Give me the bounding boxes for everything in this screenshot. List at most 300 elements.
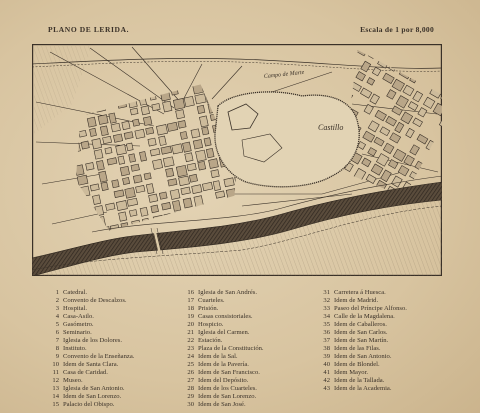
- legend-number: 34: [323, 313, 330, 320]
- legend-label: Idem de San Francisco.: [198, 369, 260, 376]
- city-block: [209, 215, 219, 226]
- legend-item: [183, 329, 318, 337]
- city-block: [166, 168, 174, 177]
- legend-number: 8: [55, 345, 59, 352]
- legend-number: 12: [52, 377, 59, 384]
- legend-number: 39: [323, 353, 330, 360]
- city-block: [430, 87, 442, 98]
- city-block: [426, 140, 436, 151]
- city-block: [146, 127, 154, 134]
- legend-label: Idem de San José.: [198, 401, 246, 408]
- city-block: [215, 191, 224, 198]
- legend-number: 6: [55, 329, 59, 336]
- legend-number: 26: [187, 369, 194, 376]
- label-castillo: Castillo: [318, 123, 344, 132]
- legend-item: [183, 361, 318, 369]
- city-block: [71, 199, 83, 211]
- legend-label: Gasómetro.: [63, 321, 94, 328]
- legend-label: Casa de Caridad.: [63, 369, 108, 376]
- legend-label: Calle de la Magdalena.: [334, 313, 395, 320]
- city-block: [180, 131, 187, 139]
- city-block: [333, 86, 343, 96]
- city-block: [410, 75, 418, 83]
- legend-number: 14: [52, 393, 59, 400]
- city-block: [176, 165, 187, 176]
- legend-number: 40: [323, 361, 330, 368]
- legend-number: 19: [187, 313, 194, 320]
- legend-item: [319, 345, 454, 353]
- legend-label: Iglesia de San Andrés.: [198, 289, 257, 296]
- city-block: [159, 136, 167, 146]
- city-block: [170, 189, 180, 199]
- legend-label: Idem de Blondel.: [334, 361, 380, 368]
- city-block: [392, 106, 402, 115]
- city-block: [192, 185, 202, 194]
- city-block: [204, 138, 211, 146]
- legend-item: [183, 377, 318, 385]
- legend-label: Catedral.: [63, 289, 87, 296]
- legend-number: 30: [187, 401, 194, 408]
- city-block: [383, 46, 394, 58]
- city-block: [129, 210, 137, 217]
- city-block: [390, 133, 401, 143]
- city-block: [169, 77, 178, 87]
- city-block: [69, 188, 80, 198]
- legend-number: 2: [55, 297, 59, 304]
- city-block: [70, 143, 80, 153]
- legend-item: [183, 337, 318, 345]
- legend-item: [48, 385, 183, 393]
- city-block: [185, 153, 193, 162]
- city-block: [146, 184, 154, 194]
- legend-number: 37: [323, 337, 330, 344]
- city-block: [374, 137, 384, 146]
- city-block: [118, 156, 125, 164]
- city-block: [89, 229, 99, 238]
- city-block: [399, 69, 410, 79]
- city-block: [129, 154, 136, 163]
- city-block: [395, 122, 404, 132]
- city-block: [163, 157, 174, 167]
- city-block: [185, 209, 192, 217]
- city-block: [143, 117, 152, 126]
- city-block: [136, 84, 144, 91]
- city-block: [176, 110, 185, 119]
- city-block: [198, 217, 209, 228]
- city-block: [193, 83, 204, 94]
- city-block: [191, 129, 200, 138]
- legend-number: 33: [323, 305, 330, 312]
- city-block: [77, 175, 88, 185]
- legend-item: [319, 297, 454, 305]
- city-block: [96, 160, 104, 170]
- city-block: [161, 146, 172, 154]
- city-block: [368, 121, 379, 132]
- city-block: [172, 200, 180, 211]
- legend-item: [48, 353, 183, 361]
- city-block: [406, 128, 415, 137]
- legend-label: Iglesia del Carmen.: [198, 329, 250, 336]
- city-block: [162, 202, 171, 210]
- legend-number: 15: [52, 401, 59, 408]
- map-title: PLANO DE LERIDA.: [48, 25, 130, 34]
- city-block: [90, 184, 99, 191]
- city-block: [378, 57, 390, 68]
- city-block: [198, 161, 206, 170]
- legend-item: [183, 401, 318, 409]
- city-block: [171, 88, 178, 95]
- legend-item: [48, 297, 183, 305]
- city-block: [116, 200, 127, 210]
- city-block: [196, 150, 207, 161]
- legend-number: 25: [187, 361, 194, 368]
- city-block: [380, 127, 390, 136]
- city-block: [196, 206, 207, 216]
- city-block: [76, 221, 83, 228]
- legend-number: 27: [187, 377, 194, 384]
- city-block: [194, 196, 203, 207]
- legend-column: [48, 289, 183, 409]
- city-block: [339, 76, 351, 88]
- city-block: [398, 166, 409, 176]
- city-block: [119, 212, 127, 221]
- city-block: [387, 90, 396, 100]
- legend-label: Idem de San Carlos.: [334, 329, 388, 336]
- city-block: [96, 104, 106, 112]
- legend-label: Hospital.: [63, 305, 87, 312]
- city-block: [358, 142, 366, 150]
- city-block: [160, 90, 170, 101]
- legend-number: 7: [55, 337, 59, 344]
- city-block: [136, 185, 145, 192]
- city-block: [100, 126, 108, 136]
- legend-item: [48, 377, 183, 385]
- city-block: [117, 99, 126, 108]
- city-block: [415, 64, 424, 73]
- city-block: [111, 123, 120, 132]
- city-block: [175, 211, 184, 219]
- city-block: [164, 214, 172, 222]
- legend-label: Carretera á Huesca.: [334, 289, 386, 296]
- city-block: [403, 85, 414, 96]
- city-block: [206, 148, 214, 158]
- legend-item: [183, 289, 318, 297]
- city-block: [401, 112, 413, 124]
- legend-label: Paseo del Príncipe Alfonso.: [334, 305, 407, 312]
- legend-item: [319, 321, 454, 329]
- city-block: [242, 208, 251, 217]
- legend-label: Estación.: [198, 337, 223, 344]
- city-block: [112, 180, 119, 188]
- city-block: [149, 194, 158, 202]
- legend-item: [183, 321, 318, 329]
- city-block: [372, 44, 383, 53]
- city-block: [195, 94, 206, 104]
- legend-item: [48, 345, 183, 353]
- city-block: [113, 134, 122, 142]
- legend-number: 31: [323, 289, 330, 296]
- city-block: [99, 171, 108, 182]
- legend-number: 16: [187, 289, 194, 296]
- legend-number: 5: [55, 321, 59, 328]
- legend-item: [183, 297, 318, 305]
- legend-number: 23: [187, 345, 194, 352]
- city-block: [368, 148, 377, 157]
- city-block: [201, 70, 211, 80]
- city-block: [133, 175, 142, 183]
- city-block: [389, 63, 397, 71]
- legend-item: [183, 393, 318, 401]
- legend-number: 28: [187, 385, 194, 392]
- legend-item: [319, 385, 454, 393]
- map-scale: Escala de 1 por 8,000: [360, 25, 434, 34]
- city-block: [350, 82, 361, 92]
- city-block: [67, 233, 78, 244]
- legend-label: Idem de San Martín.: [334, 337, 389, 344]
- city-block: [93, 94, 100, 105]
- city-block: [133, 119, 140, 126]
- legend-label: Idem de la Pavería.: [198, 361, 249, 368]
- legend-number: 9: [55, 353, 59, 360]
- legend-label: Convento de la Enseñanza.: [63, 353, 135, 360]
- city-block: [139, 95, 147, 105]
- city-block: [68, 132, 78, 140]
- city-block: [218, 202, 228, 213]
- city-block: [66, 122, 73, 131]
- city-block: [163, 101, 172, 112]
- city-block: [148, 138, 156, 146]
- city-block: [392, 79, 404, 91]
- city-block: [78, 232, 87, 240]
- legend-item: [319, 361, 454, 369]
- city-block: [107, 158, 117, 165]
- city-block: [423, 97, 434, 108]
- legend-number: 1: [55, 289, 59, 296]
- city-block: [79, 130, 87, 137]
- city-block: [340, 49, 353, 62]
- city-block: [224, 178, 234, 187]
- city-block: [122, 121, 130, 130]
- city-block: [49, 147, 60, 156]
- legend-label: Hospicio.: [198, 321, 224, 328]
- legend-label: Idem de los Cuarteles.: [198, 385, 257, 392]
- city-block: [86, 162, 94, 170]
- city-block: [356, 72, 366, 81]
- city-block: [159, 192, 167, 199]
- city-block: [370, 94, 380, 104]
- city-block: [105, 147, 112, 154]
- city-block: [381, 170, 392, 182]
- legend-number: 3: [55, 305, 59, 312]
- city-block: [413, 118, 423, 127]
- legend-item: [48, 401, 183, 409]
- city-block: [189, 174, 197, 182]
- city-block: [51, 159, 60, 166]
- city-block: [252, 206, 260, 213]
- legend-item: [183, 353, 318, 361]
- legend-column: [183, 289, 318, 409]
- city-block: [393, 52, 405, 64]
- city-block: [207, 204, 218, 215]
- city-block: [142, 218, 149, 225]
- legend-item: [183, 385, 318, 393]
- city-block: [366, 174, 376, 183]
- legend-number: 43: [323, 385, 330, 392]
- city-block: [124, 132, 133, 140]
- city-block: [44, 127, 51, 134]
- legend-item: [48, 313, 183, 321]
- city-block: [106, 203, 116, 210]
- city-block: [172, 144, 183, 154]
- city-block: [94, 149, 103, 159]
- city-block: [60, 201, 71, 208]
- legend-number: 35: [323, 321, 330, 328]
- city-block: [375, 110, 386, 121]
- legend-number: 42: [323, 377, 330, 384]
- city-block: [141, 106, 150, 115]
- city-block: [130, 108, 138, 115]
- city-block: [147, 82, 155, 89]
- legend-item: [319, 377, 454, 385]
- city-map: [32, 44, 442, 276]
- city-block: [122, 177, 129, 184]
- city-block: [168, 179, 177, 186]
- city-block: [181, 187, 191, 195]
- legend-number: 29: [187, 393, 194, 400]
- legend-label: Idem de la Tallada.: [334, 377, 385, 384]
- city-block: [101, 182, 108, 191]
- legend-label: Idem de la Sal.: [198, 353, 238, 360]
- city-block: [144, 173, 151, 180]
- city-block: [410, 145, 420, 155]
- legend-item: [319, 289, 454, 297]
- city-block: [386, 116, 397, 126]
- city-block: [199, 116, 208, 127]
- legend-number: 22: [187, 337, 194, 344]
- city-block: [408, 102, 418, 111]
- legend-label: Idem de San Lorenzo.: [63, 393, 122, 400]
- legend-column: [319, 289, 454, 393]
- city-block: [202, 182, 212, 190]
- city-block: [98, 115, 108, 125]
- city-block: [81, 141, 89, 149]
- city-block: [140, 207, 148, 216]
- city-block: [75, 165, 84, 176]
- legend-label: Prisión.: [198, 305, 219, 312]
- city-block: [151, 205, 159, 213]
- legend-label: Iglesia de San Antonio.: [63, 385, 125, 392]
- city-block: [323, 80, 331, 88]
- legend-number: 18: [187, 305, 194, 312]
- city-block: [83, 96, 91, 105]
- city-block: [362, 158, 371, 167]
- legend-label: Plaza de la Constitución.: [198, 345, 264, 352]
- city-block: [203, 82, 210, 90]
- city-block: [413, 91, 423, 102]
- legend-label: Convento de Descalzos.: [63, 297, 127, 304]
- legend-item: [319, 369, 454, 377]
- city-block: [92, 195, 100, 205]
- legend: [0, 289, 480, 411]
- legend-label: Idem de Caballeros.: [334, 321, 387, 328]
- city-block: [367, 78, 375, 86]
- city-block: [180, 75, 188, 84]
- city-block: [126, 143, 133, 151]
- legend-item: [48, 329, 183, 337]
- legend-number: 13: [52, 385, 59, 392]
- legend-number: 4: [55, 313, 59, 320]
- city-block: [368, 51, 376, 59]
- legend-item: [48, 369, 183, 377]
- label-campo-de-marte: Campo de Marte: [263, 69, 305, 80]
- city-block: [376, 154, 389, 167]
- city-block: [415, 161, 424, 170]
- city-block: [63, 111, 73, 121]
- city-block: [183, 198, 192, 208]
- city-block: [62, 156, 70, 163]
- legend-item: [183, 369, 318, 377]
- city-block: [361, 61, 371, 72]
- city-block: [79, 186, 90, 197]
- city-block: [153, 215, 163, 224]
- city-block: [64, 167, 74, 175]
- city-block: [97, 216, 106, 227]
- city-block: [60, 146, 68, 153]
- city-block: [209, 159, 219, 169]
- city-block: [383, 143, 394, 154]
- city-block: [418, 108, 427, 117]
- city-block: [363, 131, 375, 142]
- legend-item: [319, 313, 454, 321]
- legend-label: Museo.: [63, 377, 83, 384]
- city-block: [383, 73, 395, 83]
- city-block: [131, 164, 140, 171]
- legend-number: 36: [323, 329, 330, 336]
- city-block: [187, 163, 196, 171]
- city-block: [109, 113, 117, 123]
- city-block: [357, 45, 368, 56]
- city-block: [150, 148, 160, 156]
- legend-item: [48, 337, 183, 345]
- legend-item: [319, 353, 454, 361]
- legend-label: Casa-Asilo.: [63, 313, 94, 320]
- legend-item: [48, 361, 183, 369]
- city-block: [206, 92, 214, 103]
- city-block: [152, 103, 160, 110]
- legend-item: [48, 305, 183, 313]
- legend-number: 11: [52, 369, 59, 376]
- city-block: [182, 142, 191, 152]
- city-block: [213, 181, 221, 191]
- legend-item: [319, 337, 454, 345]
- city-block: [211, 170, 219, 178]
- city-block: [173, 98, 185, 109]
- city-block: [156, 124, 167, 135]
- city-block: [237, 187, 244, 194]
- legend-item: [48, 393, 183, 401]
- city-block: [65, 224, 72, 234]
- legend-label: Idem de Madrid.: [334, 297, 379, 304]
- city-block: [354, 168, 366, 181]
- legend-label: Idem de San Antonio.: [334, 353, 392, 360]
- legend-number: 38: [323, 345, 330, 352]
- city-block: [193, 139, 203, 149]
- legend-item: [183, 305, 318, 313]
- legend-label: Idem del Depósito.: [198, 377, 249, 384]
- city-block: [223, 66, 232, 75]
- city-block: [84, 207, 95, 215]
- legend-item: [183, 313, 318, 321]
